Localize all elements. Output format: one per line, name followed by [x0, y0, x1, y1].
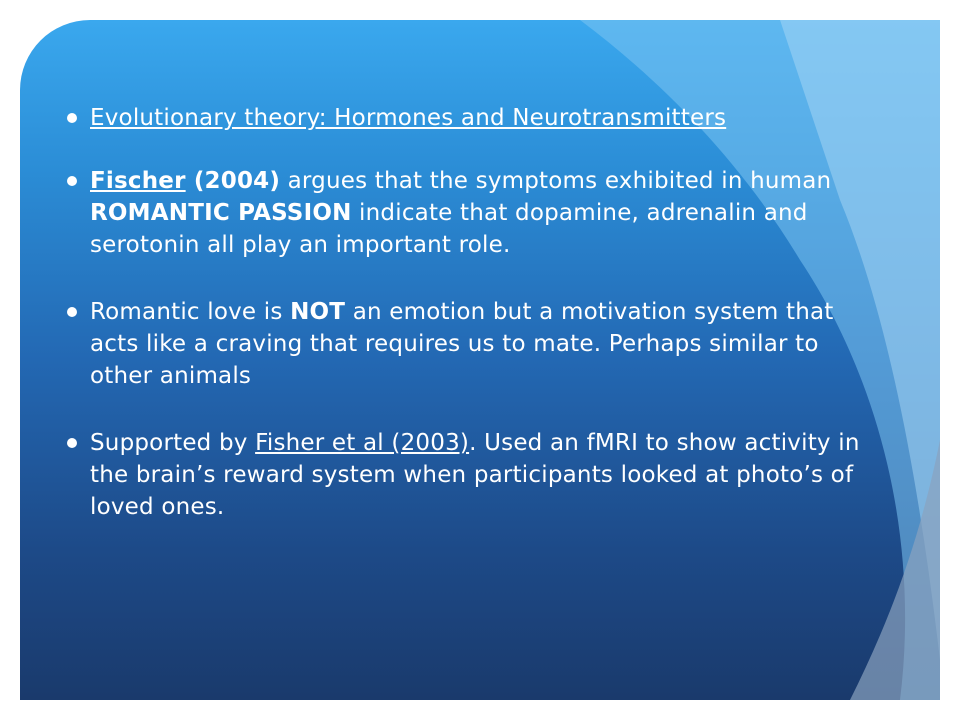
bullet-dot-icon	[67, 113, 77, 123]
bullet-dot-icon	[67, 307, 77, 317]
bullet-1	[90, 102, 860, 134]
bullet-text: Romantic love is	[90, 299, 291, 325]
slide	[20, 20, 940, 700]
bullet-2	[90, 165, 860, 261]
bullet-text: indicate that dopamine, adrenalin and serotonin all play an important role.	[90, 200, 808, 258]
bullet-text: . Used an fMRI to show activity in the brain’s reward system when participants looked at photo’s of loved ones.	[90, 430, 860, 520]
bullet-text: Evolutionary theory: Hormones and Neurotransmitters	[90, 105, 727, 131]
bullet-4	[90, 427, 860, 523]
bullet-dot-icon	[67, 176, 77, 186]
slide-content	[20, 20, 940, 700]
emphasis-text: NOT	[290, 299, 346, 325]
citation-link[interactable]: Fisher et al (2003)	[255, 430, 470, 456]
bullet-3	[90, 296, 860, 392]
emphasis-text: ROMANTIC PASSION	[90, 200, 352, 226]
bullet-dot-icon	[67, 438, 77, 448]
author-link[interactable]: Fischer	[90, 168, 186, 194]
year-text: (2004)	[185, 168, 281, 194]
bullet-text: argues that the symptoms exhibited in human	[280, 168, 832, 194]
bullet-text: Supported by	[90, 430, 256, 456]
bullet-text: an emotion but a motivation system that acts like a craving that requires us to mate. Perhaps similar to other animals	[90, 299, 834, 389]
